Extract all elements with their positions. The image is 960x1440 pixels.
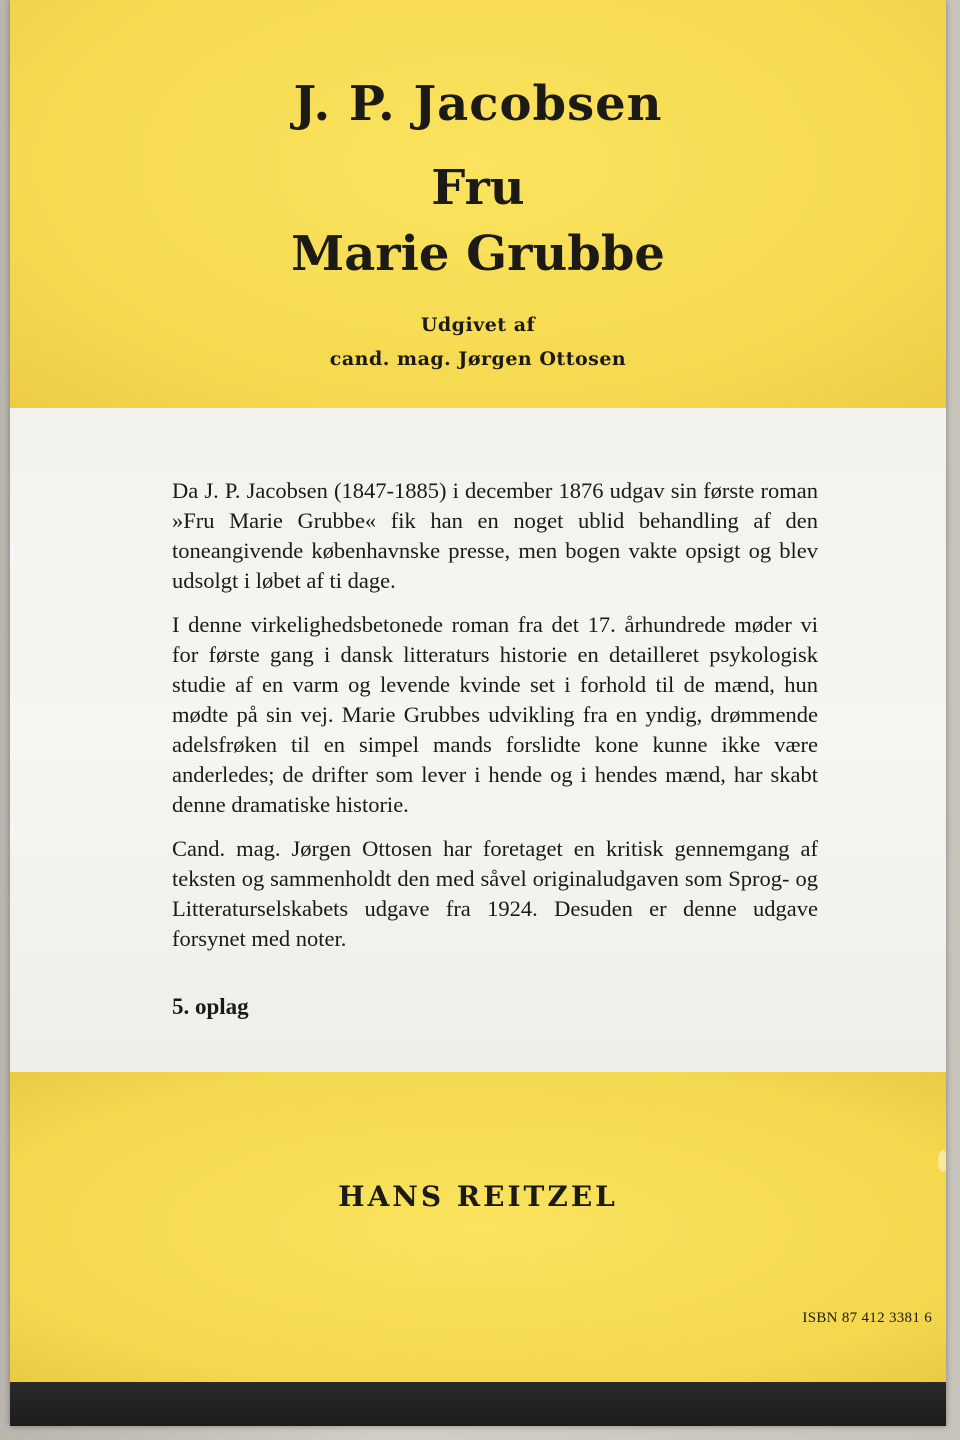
editor-credit-line-2: cand. mag. Jørgen Ottosen <box>329 348 627 370</box>
wear-mark <box>938 1150 946 1172</box>
author-name: J. P. Jacobsen <box>293 76 663 132</box>
book-back-cover <box>10 0 946 1426</box>
bottom-yellow-band <box>10 1072 946 1382</box>
isbn-number: ISBN 87 412 3381 6 <box>802 1310 932 1326</box>
blurb-text <box>172 476 818 968</box>
publisher-name: HANS REITZEL <box>338 1180 618 1213</box>
bottom-black-strip <box>10 1382 946 1426</box>
book-title-line-2: Marie Grubbe <box>291 226 665 282</box>
blurb-paragraph: Cand. mag. Jørgen Ottosen har foretaget en kritisk gennemgang af teksten og sammenholdt den med såvel originaludgaven som Sprog- og Litteraturselskabets udgave fra 1924. Desuden er denne udgave forsynet med noter. <box>172 836 818 951</box>
edition-note: 5. oplag <box>172 994 249 1019</box>
blurb-paragraph: Da J. P. Jacobsen (1847-1885) i december 1876 udgav sin første roman »Fru Marie Grubbe« fik han en noget ublid behandling af den toneangivende københavnske presse, men bogen vakte opsigt og blev udsolgt i løbet af ti dage. <box>172 478 818 593</box>
blurb-paragraph: I denne virkelighedsbetonede roman fra det 17. århundrede møder vi for første gang i dansk litteraturs historie en detailleret psykologisk studie af en varm og levende kvinde set i forhold til de mænd, hun mødte på sin vej. Marie Grubbes udvikling fra en yndig, drømmende adelsfrøken til en simpel mands forslidte kone kunne ikke være anderledes; de drifter som lever i hende og i hendes mænd, har skabt denne dramatiske historie. <box>172 612 818 817</box>
editor-credit-line-1: Udgivet af <box>420 314 536 336</box>
book-title-line-1: Fru <box>431 160 525 216</box>
